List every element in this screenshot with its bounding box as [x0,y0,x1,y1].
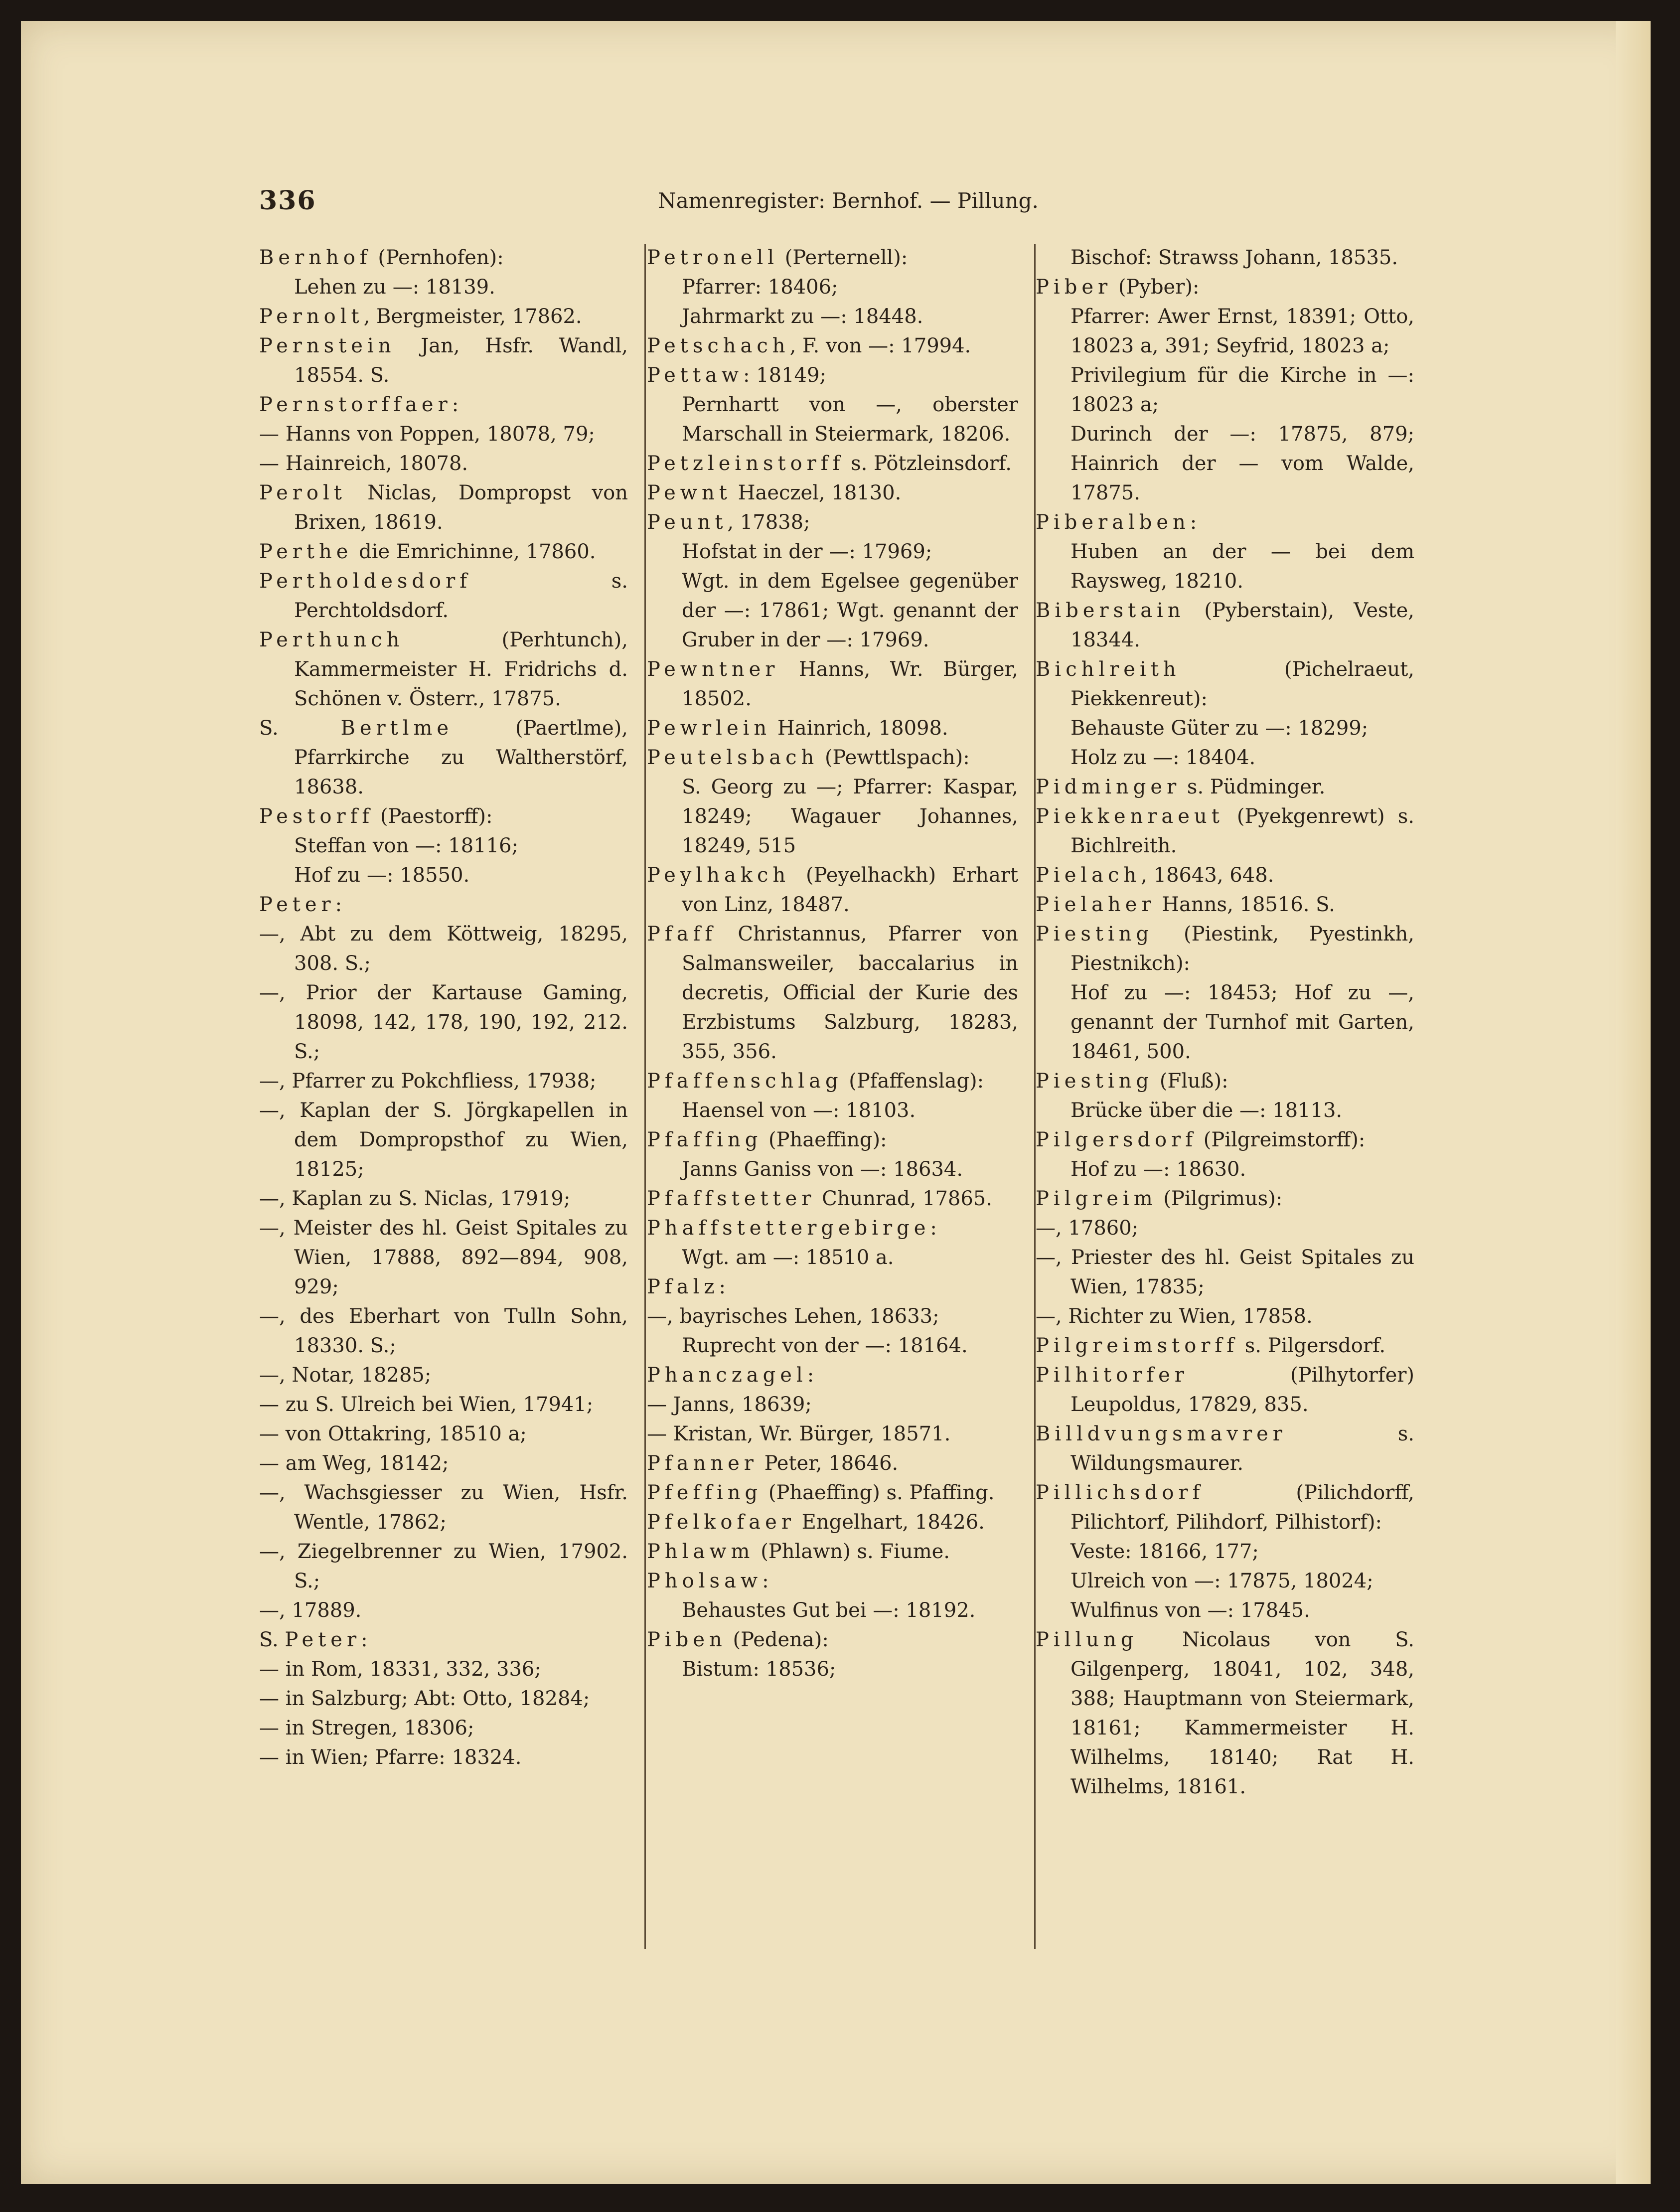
entry-text: Christannus, Pfarrer von Salmansweiler, baccalarius in decretis, Official der Kurie des Erzbistums Salzburg, 18283, 355, 356. [682,923,1018,1063]
entry-keyword: Pfaffenschlag [647,1070,843,1093]
index-subentry: Hof zu —: 18453; Hof zu —, genannt der Turnhof mit Garten, 18461, 500. [1070,981,1414,1063]
index-entry [1036,1331,1414,1361]
index-subentry: Hofstat in der —: 17969; [682,540,932,563]
index-entry [1036,1184,1414,1214]
entry-text: Haeczel, 18130. [731,481,902,504]
entry-text: (Paestorff): [374,805,493,828]
index-subentry: —, Ziegelbrenner zu Wien, 17902. S.; [259,1540,628,1592]
entry-text: (Pilgreimstorff): [1197,1128,1366,1151]
entry-text: s. Pötzleinsdorf. [844,452,1012,475]
entry-text: Chunrad, 17865. [815,1187,992,1210]
entry-text: : [719,1275,726,1298]
index-subentry: —, Kaplan der S. Jörgkapellen in dem Dompropsthof zu Wien, 18125; [259,1099,628,1181]
entry-keyword: Peter [259,893,335,916]
entry-text: : [335,893,342,916]
index-entry [647,1625,1018,1655]
entry-text: (Perhtunch), Kammermeister H. Fridrichs d. Schönen v. Österr., 17875. [294,629,628,710]
entry-text: : [452,393,459,416]
index-entry [259,1625,628,1655]
index-subentry: Steffan von —: 18116; [294,834,518,857]
entry-text: (Piestink, Pyestinkh, Piestnikch): [1070,923,1414,975]
index-entry [1036,508,1414,537]
index-entry [647,508,1018,537]
index-entry [647,1478,1018,1508]
index-entry [1036,802,1414,861]
index-subentry: Hof zu —: 18550. [294,864,470,887]
index-entry [259,302,628,331]
index-subentry: — von Ottakring, 18510 a; [259,1422,527,1445]
entry-keyword: Pernstein [259,334,396,357]
entry-keyword: Piesting [1036,923,1154,946]
index-subentry: Behauste Güter zu —: 18299; [1070,717,1369,740]
entry-keyword: Phanczagel [647,1364,807,1387]
index-subentry: Jahrmarkt zu —: 18448. [682,305,923,328]
entry-keyword: Pfaff [647,923,717,946]
entry-keyword: Perolt [259,481,346,504]
index-subentry: —, 17889. [259,1599,362,1622]
index-subentry: — Janns, 18639; [647,1393,812,1416]
entry-text: : 18149; [743,364,826,387]
entry-keyword: Pilgersdorf [1036,1128,1198,1151]
entry-keyword: Pilgreim [1036,1187,1157,1210]
index-entry [647,1361,1018,1390]
index-entry [1036,1625,1414,1802]
index-subentry: —, Abt zu dem Köttweig, 18295, 308. S.; [259,923,628,975]
entry-keyword: Piesting [1036,1070,1154,1093]
entry-keyword: Phaffstettergebirge [647,1217,930,1240]
entry-text: (Phaeffing) s. Pfaffing. [762,1481,995,1504]
entry-text: (Pichelraeut, Piekkenreut): [1070,658,1414,710]
index-entry [1036,773,1414,802]
index-subentry: —, Priester des hl. Geist Spitales zu Wien, 17835; [1036,1246,1414,1298]
entry-text: : [807,1364,814,1387]
column-divider [644,244,646,1949]
index-subentry: Hof zu —: 18630. [1070,1158,1246,1181]
index-entry [259,802,628,831]
entry-prefix: S. [259,1628,285,1651]
index-entry [259,537,628,567]
index-entry [259,626,628,714]
entry-keyword: Pillung [1036,1628,1138,1651]
entry-keyword: Pewrlein [647,717,771,740]
index-entry [647,1184,1018,1214]
entry-text: , Bergmeister, 17862. [363,305,582,328]
entry-text: Niclas, Dompropst von Brixen, 18619. [294,481,628,534]
index-entry [647,1067,1018,1096]
entry-keyword: Pfeffing [647,1481,763,1504]
index-entry [1036,920,1414,978]
index-subentry: Ruprecht von der —: 18164. [682,1334,968,1357]
entry-keyword: Pilgreimstorff [1036,1334,1239,1357]
index-entry [647,714,1018,743]
index-subentry: Pfarrer: Awer Ernst, 18391; Otto, 18023 a, 391; Seyfrid, 18023 a; [1070,305,1414,357]
entry-keyword: Bernhof [259,246,372,269]
index-subentry: — am Weg, 18142; [259,1452,449,1475]
index-entry [1036,596,1414,655]
entry-keyword: Pernolt [259,305,364,328]
entry-text: Jan, Hsfr. Wandl, 18554. S. [294,334,628,387]
entry-keyword: Pernstorffaer [259,393,452,416]
index-column-3 [1036,243,1414,1802]
index-subentry: — zu S. Ulreich bei Wien, 17941; [259,1393,594,1416]
entry-keyword: Pielaher [1036,893,1156,916]
entry-keyword: Pfaffstetter [647,1187,816,1210]
index-subentry: —, Wachsgiesser zu Wien, Hsfr. Wentle, 17862; [259,1481,628,1534]
index-entry [647,1567,1018,1596]
entry-text: Hainrich, 18098. [771,717,948,740]
entry-keyword: Pielach [1036,864,1141,887]
index-subentry: Wulfinus von —: 17845. [1070,1599,1310,1622]
page-number: 336 [259,185,316,216]
index-subentry: —, Richter zu Wien, 17858. [1036,1305,1313,1328]
entry-keyword: Petschach [647,334,790,357]
entry-text: (Pedena): [726,1628,829,1651]
entry-text: Hanns, 18516. S. [1155,893,1335,916]
entry-keyword: Pidminger [1036,776,1181,798]
index-subentry: —, Kaplan zu S. Niclas, 17919; [259,1187,571,1210]
index-entry [1036,1478,1414,1537]
index-entry [1036,1067,1414,1096]
entry-text: , 17838; [727,511,810,534]
entry-text: , 18643, 648. [1141,864,1274,887]
entry-text: (Paertlme), Pfarrkirche zu Waltherstörf, 18638. [294,717,628,798]
entry-text: (Phlawn) s. Fiume. [754,1540,950,1563]
index-subentry: Durinch der —: 17875, 879; Hainrich der — vom Walde, 17875. [1070,423,1414,504]
entry-text: Hanns, Wr. Bürger, 18502. [682,658,1018,710]
entry-keyword: Petronell [647,246,779,269]
entry-keyword: Piberalben [1036,511,1190,534]
index-subentry: Ulreich von —: 17875, 18024; [1070,1570,1374,1592]
index-entry [647,920,1018,1067]
entry-keyword: Pettaw [647,364,744,387]
entry-keyword: Pillichsdorf [1036,1481,1205,1504]
index-entry [647,478,1018,508]
index-entry [1036,1420,1414,1478]
entry-text: (Pyberstain), Veste, 18344. [1070,599,1414,651]
entry-keyword: Billdvungsmavrer [1036,1422,1287,1445]
index-entry [259,478,628,537]
index-entry [259,890,628,920]
entry-keyword: Peylhakch [647,864,790,887]
index-entry [1036,273,1414,302]
index-entry [647,1125,1018,1155]
entry-text: (Phaeffing): [762,1128,887,1151]
index-subentry: Haensel von —: 18103. [682,1099,916,1122]
index-subentry: S. Georg zu —; Pfarrer: Kaspar, 18249; Wagauer Johannes, 18249, 515 [682,776,1018,857]
entry-text: s. Pilgersdorf. [1238,1334,1386,1357]
entry-text: (Pernhofen): [371,246,504,269]
index-subentry: — in Wien; Pfarre: 18324. [259,1746,522,1769]
entry-keyword: Petzleinstorff [647,452,845,475]
index-subentry: Bistum: 18536; [682,1658,836,1681]
entry-text: (Pyekgenrewt) s. Bichlreith. [1070,805,1414,857]
index-subentry: Pernhartt von —, oberster Marschall in Steiermark, 18206. [682,393,1018,446]
index-subentry: — Kristan, Wr. Bürger, 18571. [647,1422,951,1445]
entry-keyword: Pilhitorfer [1036,1364,1189,1387]
index-subentry: Lehen zu —: 18139. [294,276,495,299]
index-entry [259,714,628,802]
entry-prefix: S. [259,717,341,740]
entry-text: : [361,1628,368,1651]
page-header [259,185,1047,220]
index-entry [1036,1125,1414,1155]
index-subentry: —, 17860; [1036,1217,1139,1240]
index-entry [647,331,1018,361]
entry-text: (Fluß): [1153,1070,1228,1093]
entry-keyword: Piben [647,1628,727,1651]
index-subentry: Privilegium für die Kirche in —: 18023 a; [1070,364,1414,416]
entry-text: s. Püdminger. [1181,776,1326,798]
index-subentry: —, Meister des hl. Geist Spitales zu Wien, 17888, 892—894, 908, 929; [259,1217,628,1298]
entry-keyword: Pewnt [647,481,732,504]
index-entry [259,390,628,420]
entry-keyword: Pfelkofaer [647,1511,795,1534]
index-subentry: Janns Ganiss von —: 18634. [682,1158,963,1181]
entry-text: (Pewttlspach): [818,746,970,769]
index-subentry: — in Rom, 18331, 332, 336; [259,1658,541,1681]
entry-text: , F. von —: 17994. [789,334,971,357]
index-entry [647,1272,1018,1302]
index-subentry: — Hainreich, 18078. [259,452,468,475]
entry-text: (Pilhytorfer) Leupoldus, 17829, 835. [1070,1364,1414,1416]
entry-keyword: Peter [285,1628,361,1651]
index-subentry: — in Stregen, 18306; [259,1717,474,1739]
entry-keyword: Bertlme [340,717,454,740]
index-subentry: Bischof: Strawss Johann, 18535. [1070,246,1398,269]
index-entry [259,567,628,626]
page-edge [1616,21,1651,2184]
entry-keyword: Perthunch [259,629,404,651]
entry-text: (Pilgrimus): [1157,1187,1283,1210]
entry-keyword: Phlawm [647,1540,755,1563]
index-subentry: Wgt. in dem Egelsee gegenüber der —: 17861; Wgt. genannt der Gruber in der —: 17969. [682,570,1018,651]
index-subentry: Wgt. am —: 18510 a. [682,1246,894,1269]
entry-keyword: Pertholdesdorf [259,570,472,593]
index-entry [647,1214,1018,1243]
index-entry [647,361,1018,390]
index-subentry: Pfarrer: 18406; [682,276,838,299]
entry-text: s. Perchtoldsdorf. [294,570,628,622]
entry-keyword: Pestorff [259,805,374,828]
entry-keyword: Peunt [647,511,728,534]
index-subentry: Brücke über die —: 18113. [1070,1099,1343,1122]
index-subentry: —, Pfarrer zu Pokchfliess, 17938; [259,1070,597,1093]
entry-keyword: Perthe [259,540,353,563]
index-entry [647,655,1018,714]
index-subentry: — Hanns von Poppen, 18078, 79; [259,423,595,446]
entry-text: (Pyber): [1112,276,1200,299]
entry-text: (Pfaffenslag): [842,1070,984,1093]
index-entry [259,331,628,390]
index-column-2 [647,243,1018,1684]
index-entry [1036,861,1414,890]
entry-keyword: Pewntner [647,658,779,681]
entry-text: (Pilichdorff, Pilichtorf, Pilihdorf, Pilhistorf): [1070,1481,1414,1534]
entry-keyword: Pfalz [647,1275,719,1298]
index-entry [647,861,1018,920]
index-subentry: — in Salzburg; Abt: Otto, 18284; [259,1687,590,1710]
entry-keyword: Pholsaw [647,1570,763,1592]
index-entry [1036,1361,1414,1420]
entry-keyword: Piekkenraeut [1036,805,1224,828]
entry-text: s. Wildungsmaurer. [1070,1422,1414,1475]
index-entry [647,1508,1018,1537]
index-subentry: —, des Eberhart von Tulln Sohn, 18330. S.; [259,1305,628,1357]
entry-keyword: Biberstain [1036,599,1185,622]
entry-text: (Perternell): [778,246,908,269]
entry-keyword: Pfaffing [647,1128,763,1151]
entry-keyword: Pfanner [647,1452,758,1475]
index-subentry: Huben an der — bei dem Raysweg, 18210. [1070,540,1414,593]
index-entry [647,1449,1018,1478]
index-entry [647,1537,1018,1567]
entry-keyword: Piber [1036,276,1112,299]
index-entry [647,243,1018,273]
entry-text: Engelhart, 18426. [795,1511,985,1534]
entry-text: Peter, 18646. [758,1452,899,1475]
entry-text: : [930,1217,937,1240]
index-column-1 [259,243,628,1772]
index-entry [647,449,1018,478]
index-subentry: —, Prior der Kartause Gaming, 18098, 142, 178, 190, 192, 212. S.; [259,981,628,1063]
index-subentry: —, bayrisches Lehen, 18633; [647,1305,939,1328]
running-title: Namenregister: Bernhof. — Pillung. [658,188,1039,213]
index-entry [1036,655,1414,714]
entry-text: : [1190,511,1197,534]
entry-text: : [762,1570,769,1592]
index-subentry: Veste: 18166, 177; [1070,1540,1259,1563]
index-entry [647,743,1018,773]
index-subentry: Behaustes Gut bei —: 18192. [682,1599,976,1622]
index-entry [1036,890,1414,920]
entry-text: die Emrichinne, 17860. [352,540,596,563]
entry-text: (Peyelhackh) Erhart von Linz, 18487. [682,864,1018,916]
index-subentry: —, Notar, 18285; [259,1364,432,1387]
index-subentry: Holz zu —: 18404. [1070,746,1256,769]
entry-keyword: Peutelsbach [647,746,819,769]
entry-keyword: Bichlreith [1036,658,1181,681]
index-entry [259,243,628,273]
entry-text: Nicolaus von S. Gilgenperg, 18041, 102, 348, 388; Hauptmann von Steiermark, 18161; Kammermeister H. Wilhelms, 18140; Rat H. Wilhelms, 18161. [1070,1628,1414,1798]
